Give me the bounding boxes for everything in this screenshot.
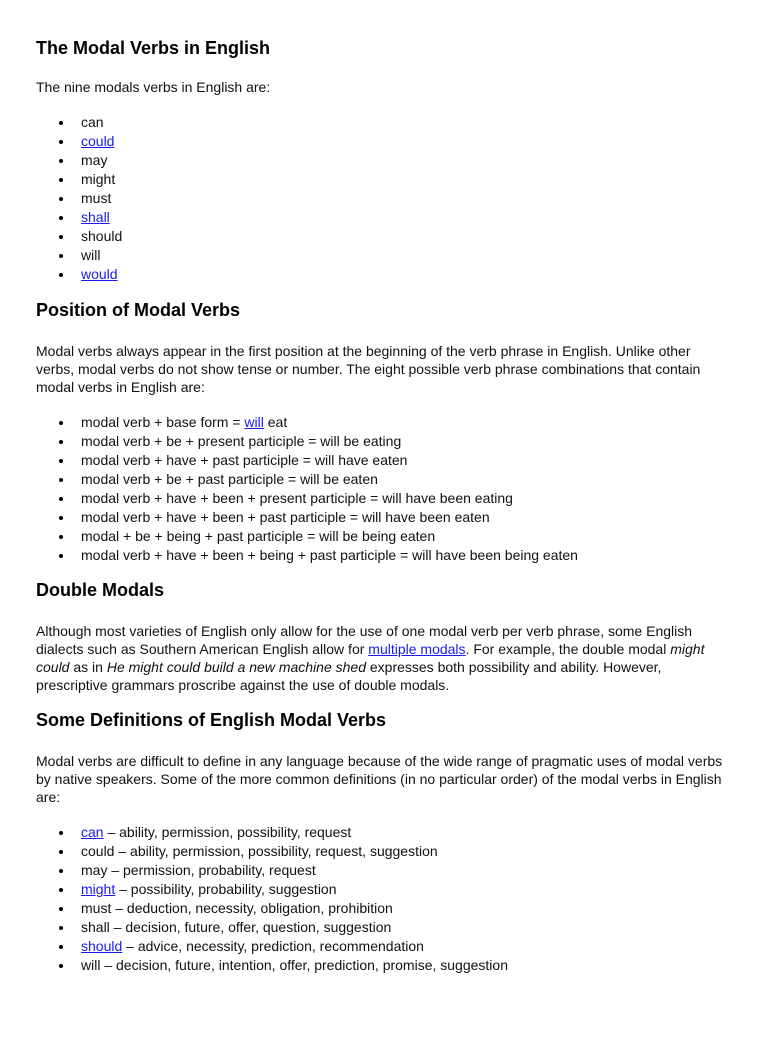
definition-item (81, 823, 732, 842)
document-page (0, 37, 768, 975)
verb-phrase-list (36, 413, 732, 565)
item-text: might (81, 171, 116, 187)
item-text: eat (263, 414, 288, 430)
list-item (81, 413, 732, 432)
definition-term: may (81, 862, 108, 878)
item-text: can (81, 114, 104, 130)
link-shall[interactable]: shall (81, 209, 110, 225)
double-modals-paragraph (36, 622, 732, 694)
definition-text: – ability, permission, possibility, request (103, 824, 352, 840)
list-item: modal verb + be + past participle = will be eaten (81, 470, 732, 489)
list-item (81, 246, 732, 265)
definitions-list (36, 823, 732, 975)
text-part: Although most varieties of English only allow for the use of one modal verb per verb phrase, some English dialects such as Southern American English allow for (36, 623, 693, 657)
list-item: modal verb + have + past participle = will have eaten (81, 451, 732, 470)
link-can[interactable]: can (81, 824, 104, 840)
text-part: . For example, the double modal (465, 641, 671, 657)
heading-definitions: Some Definitions of English Modal Verbs (36, 710, 387, 730)
item-text: may (81, 152, 108, 168)
definition-text: – ability, permission, possibility, request, suggestion (114, 843, 438, 859)
heading-position: Position of Modal Verbs (36, 300, 241, 320)
definition-text: – decision, future, intention, offer, prediction, promise, suggestion (100, 957, 508, 973)
italic-text: might could (36, 641, 705, 675)
definition-term: will (81, 957, 101, 973)
intro-paragraph: The nine modals verbs in English are: (36, 79, 271, 95)
definition-text: – decision, future, offer, question, suggestion (109, 919, 392, 935)
list-item: modal verb + have + been + present participle = will have been eating (81, 489, 732, 508)
link-would[interactable]: would (81, 266, 118, 282)
link-might[interactable]: might (81, 881, 116, 897)
list-item: modal verb + have + been + past participle = will have been eaten (81, 508, 732, 527)
italic-text: He might could build a new machine shed (106, 659, 366, 675)
item-text: modal verb + base form = (81, 414, 245, 430)
link-multiple-modals[interactable]: multiple modals (368, 641, 466, 657)
heading-modal-verbs: The Modal Verbs in English (36, 38, 271, 58)
text-part: expresses both possibility and ability. However, prescriptive grammars proscribe against the use of double modals. (36, 659, 662, 693)
definition-item (81, 861, 732, 880)
definition-term: could (81, 843, 115, 859)
list-item: modal verb + be + present participle = will be eating (81, 432, 732, 451)
definition-text: – permission, probability, request (107, 862, 316, 878)
item-text: must (81, 190, 112, 206)
link-should[interactable]: should (81, 938, 123, 954)
definitions-paragraph: Modal verbs are difficult to define in any language because of the wide range of pragmatic uses of modal verbs by native speakers. Some of the more common definitions (in no particular order) of the modal verbs in English are: (36, 753, 723, 805)
list-item (81, 170, 732, 189)
definition-term: shall (81, 919, 110, 935)
link-will[interactable]: will (244, 414, 264, 430)
item-text: should (81, 228, 123, 244)
definition-text: – possibility, probability, suggestion (115, 881, 337, 897)
definition-term: must (81, 900, 112, 916)
link-could[interactable]: could (81, 133, 115, 149)
item-text: will (81, 247, 101, 263)
list-item: modal + be + being + past participle = will be being eaten (81, 527, 732, 546)
list-item (81, 189, 732, 208)
text-part: as in (69, 659, 107, 675)
list-item (81, 208, 732, 227)
modal-verbs-list (36, 113, 732, 284)
definition-item (81, 899, 732, 918)
list-item (81, 113, 732, 132)
definition-item (81, 918, 732, 937)
list-item: modal verb + have + been + being + past participle = will have been being eaten (81, 546, 732, 565)
definition-item (81, 880, 732, 899)
definition-text: – deduction, necessity, obligation, prohibition (111, 900, 393, 916)
definition-text: – advice, necessity, prediction, recommendation (122, 938, 424, 954)
definition-item (81, 842, 732, 861)
list-item (81, 265, 732, 284)
list-item (81, 151, 732, 170)
position-paragraph: Modal verbs always appear in the first position at the beginning of the verb phrase in English. Unlike other verbs, modal verbs do not show tense or number. The eight possible verb phrase combinations that contain modal verbs in English are: (36, 343, 701, 395)
list-item (81, 132, 732, 151)
list-item (81, 227, 732, 246)
heading-double-modals: Double Modals (36, 580, 165, 600)
definition-item (81, 937, 732, 956)
definition-item (81, 956, 732, 975)
